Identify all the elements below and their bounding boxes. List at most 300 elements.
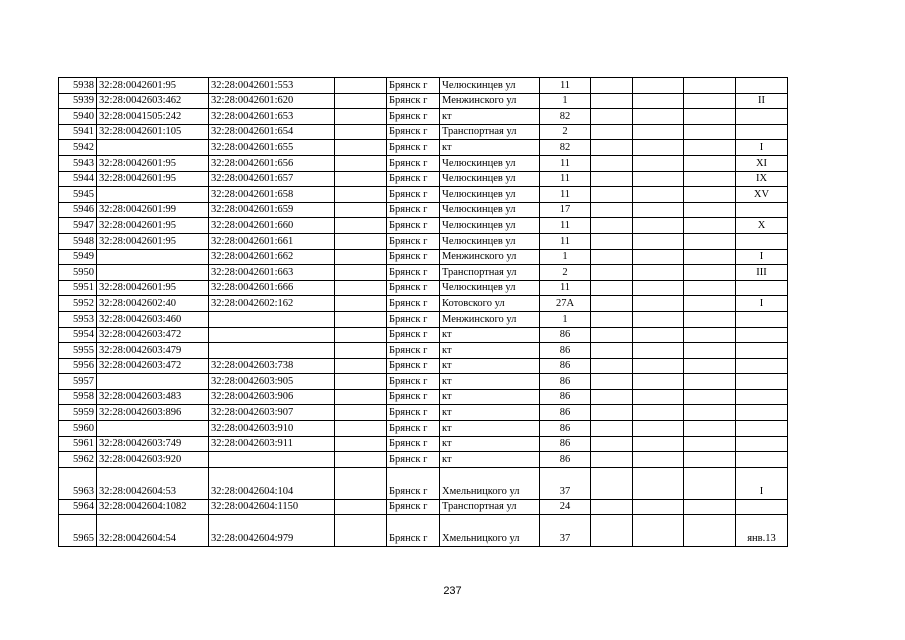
empty-cell xyxy=(633,233,684,249)
empty-cell xyxy=(591,265,633,281)
room-cell: I xyxy=(736,467,788,499)
row-number-cell: 5952 xyxy=(59,296,97,312)
row-number-cell: 5951 xyxy=(59,280,97,296)
table-row xyxy=(59,218,788,234)
city-cell: Брянск г xyxy=(387,124,440,140)
room-cell: XV xyxy=(736,187,788,203)
city-cell: Брянск г xyxy=(387,467,440,499)
table-row xyxy=(59,499,788,515)
empty-cell xyxy=(335,405,387,421)
cadastral-number-cell: 32:28:0042601:95 xyxy=(97,78,209,94)
row-number-cell: 5955 xyxy=(59,343,97,359)
empty-cell xyxy=(633,124,684,140)
empty-cell xyxy=(633,202,684,218)
street-cell: Транспортная ул xyxy=(440,124,540,140)
house-cell: 1 xyxy=(540,311,591,327)
empty-cell xyxy=(684,93,736,109)
empty-cell xyxy=(684,218,736,234)
empty-cell xyxy=(335,467,387,499)
empty-cell xyxy=(633,265,684,281)
empty-cell xyxy=(633,389,684,405)
cadastral-number-cell: 32:28:0042603:920 xyxy=(97,452,209,468)
city-cell: Брянск г xyxy=(387,249,440,265)
empty-cell xyxy=(335,296,387,312)
table-row xyxy=(59,405,788,421)
city-cell: Брянск г xyxy=(387,374,440,390)
row-number-cell: 5965 xyxy=(59,515,97,547)
street-cell: Транспортная ул xyxy=(440,265,540,281)
empty-cell xyxy=(591,296,633,312)
empty-cell xyxy=(684,374,736,390)
table-row xyxy=(59,515,788,547)
object-cadastral-number-cell xyxy=(209,327,335,343)
empty-cell xyxy=(335,343,387,359)
house-cell: 86 xyxy=(540,327,591,343)
city-cell: Брянск г xyxy=(387,233,440,249)
empty-cell xyxy=(335,515,387,547)
room-cell xyxy=(736,202,788,218)
row-number-cell: 5958 xyxy=(59,389,97,405)
empty-cell xyxy=(335,171,387,187)
house-cell: 11 xyxy=(540,280,591,296)
cadastral-table xyxy=(58,77,788,547)
row-number-cell: 5949 xyxy=(59,249,97,265)
object-cadastral-number-cell: 32:28:0042601:658 xyxy=(209,187,335,203)
row-number-cell: 5943 xyxy=(59,155,97,171)
cadastral-number-cell: 32:28:0042604:54 xyxy=(97,515,209,547)
row-number-cell: 5941 xyxy=(59,124,97,140)
street-cell: Менжинского ул xyxy=(440,249,540,265)
cadastral-number-cell: 32:28:0042601:95 xyxy=(97,155,209,171)
city-cell: Брянск г xyxy=(387,280,440,296)
room-cell xyxy=(736,78,788,94)
house-cell: 86 xyxy=(540,405,591,421)
house-cell: 86 xyxy=(540,389,591,405)
empty-cell xyxy=(684,109,736,125)
city-cell: Брянск г xyxy=(387,109,440,125)
empty-cell xyxy=(633,280,684,296)
house-cell: 37 xyxy=(540,515,591,547)
house-cell: 11 xyxy=(540,171,591,187)
house-cell: 1 xyxy=(540,93,591,109)
object-cadastral-number-cell: 32:28:0042601:661 xyxy=(209,233,335,249)
table-row xyxy=(59,78,788,94)
empty-cell xyxy=(633,155,684,171)
object-cadastral-number-cell: 32:28:0042603:911 xyxy=(209,436,335,452)
empty-cell xyxy=(335,155,387,171)
street-cell: кт xyxy=(440,343,540,359)
house-cell: 82 xyxy=(540,109,591,125)
object-cadastral-number-cell: 32:28:0042601:656 xyxy=(209,155,335,171)
object-cadastral-number-cell: 32:28:0042601:666 xyxy=(209,280,335,296)
house-cell: 86 xyxy=(540,374,591,390)
room-cell: янв.13 xyxy=(736,515,788,547)
row-number-cell: 5962 xyxy=(59,452,97,468)
room-cell xyxy=(736,109,788,125)
row-number-cell: 5956 xyxy=(59,358,97,374)
table-row xyxy=(59,436,788,452)
cadastral-number-cell: 32:28:0042601:95 xyxy=(97,233,209,249)
row-number-cell: 5954 xyxy=(59,327,97,343)
empty-cell xyxy=(335,327,387,343)
empty-cell xyxy=(633,374,684,390)
empty-cell xyxy=(591,124,633,140)
house-cell: 86 xyxy=(540,343,591,359)
city-cell: Брянск г xyxy=(387,296,440,312)
empty-cell xyxy=(633,171,684,187)
cadastral-number-cell: 32:28:0042604:53 xyxy=(97,467,209,499)
cadastral-number-cell: 32:28:0042603:749 xyxy=(97,436,209,452)
street-cell: Менжинского ул xyxy=(440,311,540,327)
empty-cell xyxy=(591,343,633,359)
row-number-cell: 5939 xyxy=(59,93,97,109)
street-cell: кт xyxy=(440,436,540,452)
empty-cell xyxy=(591,311,633,327)
empty-cell xyxy=(684,405,736,421)
empty-cell xyxy=(335,452,387,468)
street-cell: кт xyxy=(440,327,540,343)
empty-cell xyxy=(633,343,684,359)
empty-cell xyxy=(335,311,387,327)
table-row xyxy=(59,124,788,140)
empty-cell xyxy=(591,78,633,94)
row-number-cell: 5959 xyxy=(59,405,97,421)
city-cell: Брянск г xyxy=(387,327,440,343)
city-cell: Брянск г xyxy=(387,78,440,94)
street-cell: Менжинского ул xyxy=(440,93,540,109)
row-number-cell: 5964 xyxy=(59,499,97,515)
empty-cell xyxy=(335,124,387,140)
cadastral-number-cell xyxy=(97,140,209,156)
empty-cell xyxy=(633,296,684,312)
house-cell: 11 xyxy=(540,218,591,234)
object-cadastral-number-cell: 32:28:0042604:104 xyxy=(209,467,335,499)
room-cell xyxy=(736,124,788,140)
table-row xyxy=(59,374,788,390)
table-row xyxy=(59,202,788,218)
table-row xyxy=(59,311,788,327)
table-row xyxy=(59,93,788,109)
street-cell: Челюскинцев ул xyxy=(440,187,540,203)
cadastral-number-cell: 32:28:0042601:99 xyxy=(97,202,209,218)
cadastral-number-cell: 32:28:0042603:472 xyxy=(97,358,209,374)
empty-cell xyxy=(684,265,736,281)
empty-cell xyxy=(591,218,633,234)
street-cell: Хмельницкого ул xyxy=(440,515,540,547)
empty-cell xyxy=(335,374,387,390)
house-cell: 17 xyxy=(540,202,591,218)
room-cell: III xyxy=(736,265,788,281)
city-cell: Брянск г xyxy=(387,265,440,281)
street-cell: Хмельницкого ул xyxy=(440,467,540,499)
street-cell: кт xyxy=(440,109,540,125)
row-number-cell: 5961 xyxy=(59,436,97,452)
empty-cell xyxy=(684,452,736,468)
row-number-cell: 5953 xyxy=(59,311,97,327)
city-cell: Брянск г xyxy=(387,452,440,468)
street-cell: Челюскинцев ул xyxy=(440,218,540,234)
empty-cell xyxy=(633,109,684,125)
city-cell: Брянск г xyxy=(387,358,440,374)
empty-cell xyxy=(684,389,736,405)
object-cadastral-number-cell: 32:28:0042603:905 xyxy=(209,374,335,390)
cadastral-number-cell xyxy=(97,374,209,390)
room-cell: I xyxy=(736,140,788,156)
table-row xyxy=(59,343,788,359)
cadastral-number-cell: 32:28:0042603:462 xyxy=(97,93,209,109)
row-number-cell: 5940 xyxy=(59,109,97,125)
row-number-cell: 5945 xyxy=(59,187,97,203)
cadastral-number-cell: 32:28:0041505:242 xyxy=(97,109,209,125)
object-cadastral-number-cell: 32:28:0042602:162 xyxy=(209,296,335,312)
room-cell: I xyxy=(736,249,788,265)
empty-cell xyxy=(633,311,684,327)
house-cell: 82 xyxy=(540,140,591,156)
row-number-cell: 5946 xyxy=(59,202,97,218)
house-cell: 86 xyxy=(540,421,591,437)
empty-cell xyxy=(684,515,736,547)
room-cell: I xyxy=(736,296,788,312)
city-cell: Брянск г xyxy=(387,311,440,327)
object-cadastral-number-cell: 32:28:0042601:654 xyxy=(209,124,335,140)
object-cadastral-number-cell: 32:28:0042604:1150 xyxy=(209,499,335,515)
object-cadastral-number-cell: 32:28:0042601:659 xyxy=(209,202,335,218)
empty-cell xyxy=(633,452,684,468)
room-cell xyxy=(736,405,788,421)
empty-cell xyxy=(684,327,736,343)
city-cell: Брянск г xyxy=(387,171,440,187)
city-cell: Брянск г xyxy=(387,155,440,171)
room-cell xyxy=(736,436,788,452)
house-cell: 86 xyxy=(540,452,591,468)
object-cadastral-number-cell: 32:28:0042601:655 xyxy=(209,140,335,156)
city-cell: Брянск г xyxy=(387,389,440,405)
table-row xyxy=(59,233,788,249)
empty-cell xyxy=(591,467,633,499)
table-row xyxy=(59,109,788,125)
table-body xyxy=(59,78,788,547)
city-cell: Брянск г xyxy=(387,515,440,547)
cadastral-number-cell: 32:28:0042601:95 xyxy=(97,171,209,187)
empty-cell xyxy=(684,436,736,452)
empty-cell xyxy=(335,140,387,156)
table-row xyxy=(59,280,788,296)
empty-cell xyxy=(335,249,387,265)
city-cell: Брянск г xyxy=(387,187,440,203)
cadastral-number-cell: 32:28:0042603:472 xyxy=(97,327,209,343)
row-number-cell: 5938 xyxy=(59,78,97,94)
table-row xyxy=(59,389,788,405)
empty-cell xyxy=(591,280,633,296)
house-cell: 86 xyxy=(540,358,591,374)
city-cell: Брянск г xyxy=(387,343,440,359)
city-cell: Брянск г xyxy=(387,140,440,156)
empty-cell xyxy=(591,249,633,265)
empty-cell xyxy=(633,78,684,94)
table-row xyxy=(59,296,788,312)
house-cell: 86 xyxy=(540,436,591,452)
city-cell: Брянск г xyxy=(387,93,440,109)
object-cadastral-number-cell: 32:28:0042601:662 xyxy=(209,249,335,265)
object-cadastral-number-cell: 32:28:0042601:657 xyxy=(209,171,335,187)
house-cell: 11 xyxy=(540,233,591,249)
empty-cell xyxy=(591,202,633,218)
object-cadastral-number-cell: 32:28:0042601:660 xyxy=(209,218,335,234)
empty-cell xyxy=(633,218,684,234)
cadastral-number-cell: 32:28:0042601:95 xyxy=(97,218,209,234)
empty-cell xyxy=(335,218,387,234)
street-cell: Транспортная ул xyxy=(440,499,540,515)
room-cell xyxy=(736,233,788,249)
house-cell: 1 xyxy=(540,249,591,265)
empty-cell xyxy=(335,187,387,203)
empty-cell xyxy=(335,421,387,437)
object-cadastral-number-cell: 32:28:0042601:620 xyxy=(209,93,335,109)
house-cell: 24 xyxy=(540,499,591,515)
house-cell: 37 xyxy=(540,467,591,499)
empty-cell xyxy=(335,265,387,281)
row-number-cell: 5950 xyxy=(59,265,97,281)
table-row xyxy=(59,421,788,437)
empty-cell xyxy=(591,452,633,468)
street-cell: кт xyxy=(440,389,540,405)
empty-cell xyxy=(335,202,387,218)
cadastral-number-cell xyxy=(97,265,209,281)
empty-cell xyxy=(684,343,736,359)
empty-cell xyxy=(684,499,736,515)
empty-cell xyxy=(684,124,736,140)
row-number-cell: 5942 xyxy=(59,140,97,156)
empty-cell xyxy=(684,467,736,499)
object-cadastral-number-cell xyxy=(209,311,335,327)
table-row xyxy=(59,155,788,171)
table-row xyxy=(59,171,788,187)
table-row xyxy=(59,358,788,374)
empty-cell xyxy=(335,358,387,374)
table-row xyxy=(59,249,788,265)
room-cell xyxy=(736,343,788,359)
city-cell: Брянск г xyxy=(387,218,440,234)
empty-cell xyxy=(684,78,736,94)
room-cell xyxy=(736,374,788,390)
row-number-cell: 5948 xyxy=(59,233,97,249)
street-cell: Челюскинцев ул xyxy=(440,155,540,171)
empty-cell xyxy=(591,515,633,547)
table-row xyxy=(59,265,788,281)
empty-cell xyxy=(684,280,736,296)
object-cadastral-number-cell: 32:28:0042603:906 xyxy=(209,389,335,405)
house-cell: 27А xyxy=(540,296,591,312)
room-cell xyxy=(736,311,788,327)
room-cell xyxy=(736,358,788,374)
empty-cell xyxy=(591,187,633,203)
object-cadastral-number-cell: 32:28:0042604:979 xyxy=(209,515,335,547)
object-cadastral-number-cell: 32:28:0042601:663 xyxy=(209,265,335,281)
city-cell: Брянск г xyxy=(387,202,440,218)
table-row xyxy=(59,452,788,468)
empty-cell xyxy=(633,93,684,109)
row-number-cell: 5947 xyxy=(59,218,97,234)
street-cell: кт xyxy=(440,405,540,421)
empty-cell xyxy=(335,389,387,405)
empty-cell xyxy=(591,499,633,515)
room-cell: II xyxy=(736,93,788,109)
row-number-cell: 5960 xyxy=(59,421,97,437)
city-cell: Брянск г xyxy=(387,421,440,437)
table-row xyxy=(59,140,788,156)
street-cell: кт xyxy=(440,140,540,156)
room-cell: IX xyxy=(736,171,788,187)
empty-cell xyxy=(591,436,633,452)
empty-cell xyxy=(684,421,736,437)
empty-cell xyxy=(591,93,633,109)
city-cell: Брянск г xyxy=(387,436,440,452)
empty-cell xyxy=(684,296,736,312)
empty-cell xyxy=(633,421,684,437)
room-cell: X xyxy=(736,218,788,234)
empty-cell xyxy=(591,233,633,249)
cadastral-number-cell: 32:28:0042603:479 xyxy=(97,343,209,359)
room-cell xyxy=(736,452,788,468)
house-cell: 11 xyxy=(540,155,591,171)
row-number-cell: 5963 xyxy=(59,467,97,499)
city-cell: Брянск г xyxy=(387,405,440,421)
house-cell: 11 xyxy=(540,187,591,203)
empty-cell xyxy=(591,374,633,390)
empty-cell xyxy=(684,171,736,187)
street-cell: Котовского ул xyxy=(440,296,540,312)
empty-cell xyxy=(633,187,684,203)
table-row xyxy=(59,327,788,343)
empty-cell xyxy=(335,109,387,125)
empty-cell xyxy=(633,436,684,452)
empty-cell xyxy=(591,327,633,343)
empty-cell xyxy=(684,187,736,203)
empty-cell xyxy=(684,358,736,374)
page-number: 237 xyxy=(443,585,462,597)
cadastral-number-cell: 32:28:0042601:105 xyxy=(97,124,209,140)
empty-cell xyxy=(591,405,633,421)
row-number-cell: 5957 xyxy=(59,374,97,390)
empty-cell xyxy=(335,93,387,109)
room-cell xyxy=(736,499,788,515)
empty-cell xyxy=(633,467,684,499)
empty-cell xyxy=(591,358,633,374)
empty-cell xyxy=(633,405,684,421)
object-cadastral-number-cell: 32:28:0042603:907 xyxy=(209,405,335,421)
empty-cell xyxy=(335,436,387,452)
empty-cell xyxy=(684,202,736,218)
table-row xyxy=(59,187,788,203)
object-cadastral-number-cell: 32:28:0042603:910 xyxy=(209,421,335,437)
object-cadastral-number-cell: 32:28:0042601:553 xyxy=(209,78,335,94)
empty-cell xyxy=(591,140,633,156)
empty-cell xyxy=(633,140,684,156)
room-cell xyxy=(736,280,788,296)
empty-cell xyxy=(633,515,684,547)
object-cadastral-number-cell: 32:28:0042603:738 xyxy=(209,358,335,374)
table-row xyxy=(59,467,788,499)
cadastral-number-cell: 32:28:0042603:896 xyxy=(97,405,209,421)
cadastral-number-cell xyxy=(97,421,209,437)
street-cell: кт xyxy=(440,421,540,437)
room-cell: XI xyxy=(736,155,788,171)
object-cadastral-number-cell xyxy=(209,343,335,359)
empty-cell xyxy=(591,109,633,125)
cadastral-number-cell xyxy=(97,249,209,265)
street-cell: Челюскинцев ул xyxy=(440,233,540,249)
room-cell xyxy=(736,389,788,405)
